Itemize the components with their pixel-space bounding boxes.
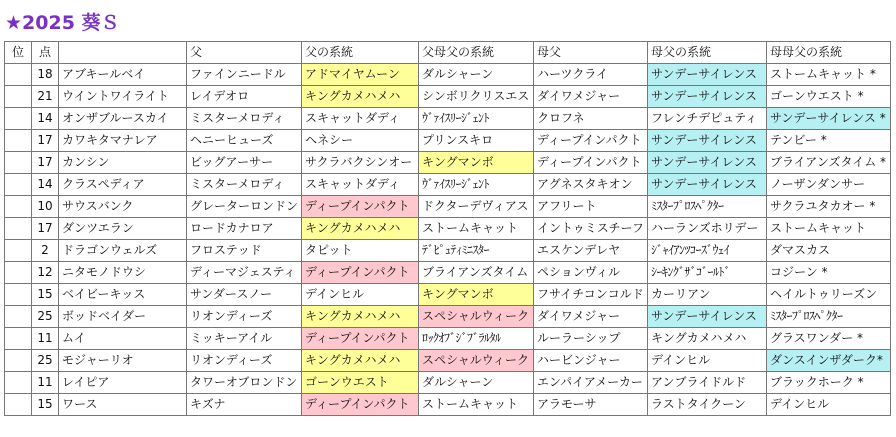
cell-dam-dam-sire-line: テンビー * [767, 130, 891, 152]
cell-bms-line: ハーランズホリデー [648, 218, 767, 240]
cell-horse-name: ワース [59, 394, 187, 416]
table-row [5, 262, 891, 284]
cell-bms: ディープインパクト [534, 152, 648, 174]
cell-sire-line: キングカメハメハ [302, 350, 419, 372]
cell-bms: アグネスタキオン [534, 174, 648, 196]
cell-pos [5, 130, 32, 152]
cell-sire-dam-sire-line: ｳﾞｧｲｽﾘｰｼﾞｪﾝﾄ [419, 174, 534, 196]
cell-points: 15 [32, 394, 59, 416]
cell-dam-dam-sire-line: ダマスカス [767, 240, 891, 262]
table-body [5, 64, 891, 416]
cell-bms: ハービンジャー [534, 350, 648, 372]
cell-horse-name: ベイビーキッス [59, 284, 187, 306]
cell-sire: ミスターメロディ [187, 108, 302, 130]
cell-dam-dam-sire-line: ブライアンズタイム * [767, 152, 891, 174]
cell-sire-dam-sire-line: ストームキャット [419, 394, 534, 416]
cell-bms: ペションヴィル [534, 262, 648, 284]
cell-sire: タワーオブロンドン [187, 372, 302, 394]
cell-sire: レイデオロ [187, 86, 302, 108]
cell-horse-name: モジャーリオ [59, 350, 187, 372]
cell-sire: ミスターメロディ [187, 174, 302, 196]
cell-dam-dam-sire-line: サクラユタカオー * [767, 196, 891, 218]
cell-sire-dam-sire-line: ダルシャーン [419, 372, 534, 394]
cell-sire: ロードカナロア [187, 218, 302, 240]
cell-bms-line: アンブライドルド [648, 372, 767, 394]
header-name [59, 42, 187, 64]
cell-bms: ディープインパクト [534, 130, 648, 152]
cell-dam-dam-sire-line: サンデーサイレンス * [767, 108, 891, 130]
cell-sire: ミッキーアイル [187, 328, 302, 350]
cell-points: 17 [32, 218, 59, 240]
cell-sire-dam-sire-line: スペシャルウィーク [419, 306, 534, 328]
cell-pos [5, 306, 32, 328]
table-row [5, 108, 891, 130]
cell-pos [5, 350, 32, 372]
cell-sire-dam-sire-line: ドクターデヴィアス [419, 196, 534, 218]
table-row [5, 284, 891, 306]
cell-dam-dam-sire-line: コジーン * [767, 262, 891, 284]
cell-sire-dam-sire-line: キングマンボ [419, 152, 534, 174]
cell-points: 11 [32, 372, 59, 394]
table-row [5, 196, 891, 218]
table-row [5, 218, 891, 240]
cell-sire: ディーマジェスティ [187, 262, 302, 284]
cell-sire: フロステッド [187, 240, 302, 262]
cell-points: 25 [32, 350, 59, 372]
table-row [5, 86, 891, 108]
cell-horse-name: ダンツエラン [59, 218, 187, 240]
cell-sire-line: ヘネシー [302, 130, 419, 152]
cell-points: 17 [32, 152, 59, 174]
cell-bms-line: ラストタイクーン [648, 394, 767, 416]
cell-sire: サンダースノー [187, 284, 302, 306]
cell-sire: グレーターロンドン [187, 196, 302, 218]
cell-bms-line: サンデーサイレンス [648, 174, 767, 196]
cell-sire-line: タピット [302, 240, 419, 262]
cell-bms-line: サンデーサイレンス [648, 64, 767, 86]
cell-pos [5, 262, 32, 284]
cell-dam-dam-sire-line: ﾐｽﾀｰﾌﾟﾛｽﾍﾟｸﾀｰ [767, 306, 891, 328]
cell-sire-dam-sire-line: シンボリクリスエス [419, 86, 534, 108]
cell-bms: ダイワメジャー [534, 306, 648, 328]
cell-points: 12 [32, 262, 59, 284]
cell-sire-line: ディープインパクト [302, 394, 419, 416]
cell-pos [5, 152, 32, 174]
cell-sire-dam-sire-line: プリンスキロ [419, 130, 534, 152]
cell-points: 21 [32, 86, 59, 108]
table-row [5, 372, 891, 394]
cell-sire-dam-sire-line: ﾃﾞﾋﾟｭﾃｨﾐﾆｽﾀｰ [419, 240, 534, 262]
cell-bms: ハーツクライ [534, 64, 648, 86]
cell-dam-dam-sire-line: ストームキャット [767, 218, 891, 240]
cell-bms-line: ｼｰｷﾝｸﾞｻﾞｺﾞｰﾙﾄﾞ [648, 262, 767, 284]
table-row [5, 174, 891, 196]
cell-bms: ルーラーシップ [534, 328, 648, 350]
header-dam-dam-sire-line: 母母父の系統 [767, 42, 891, 64]
cell-sire-dam-sire-line: ダルシャーン [419, 64, 534, 86]
cell-sire-line: キングカメハメハ [302, 218, 419, 240]
pedigree-table [4, 41, 891, 416]
table-row [5, 130, 891, 152]
cell-sire-dam-sire-line: ストームキャット [419, 218, 534, 240]
cell-sire-dam-sire-line: ﾛｯｸｵﾌﾞｼﾞﾌﾞﾗﾙﾀﾙ [419, 328, 534, 350]
table-row [5, 394, 891, 416]
cell-sire-dam-sire-line: キングマンボ [419, 284, 534, 306]
cell-points: 10 [32, 196, 59, 218]
cell-sire: キズナ [187, 394, 302, 416]
cell-sire: ヘニーヒューズ [187, 130, 302, 152]
cell-sire-dam-sire-line: スペシャルウィーク [419, 350, 534, 372]
cell-pos [5, 328, 32, 350]
header-sire: 父 [187, 42, 302, 64]
cell-pos [5, 218, 32, 240]
cell-sire-line: キングカメハメハ [302, 306, 419, 328]
cell-sire: リオンディーズ [187, 350, 302, 372]
header-sire-line: 父の系統 [302, 42, 419, 64]
cell-horse-name: ムイ [59, 328, 187, 350]
cell-dam-dam-sire-line: ノーザンダンサー [767, 174, 891, 196]
cell-bms-line: デインヒル [648, 350, 767, 372]
cell-bms-line: サンデーサイレンス [648, 86, 767, 108]
cell-bms-line: サンデーサイレンス [648, 130, 767, 152]
cell-pos [5, 372, 32, 394]
cell-bms: エンパイアメーカー [534, 372, 648, 394]
cell-horse-name: サウスバンク [59, 196, 187, 218]
cell-dam-dam-sire-line: デインヒル [767, 394, 891, 416]
cell-horse-name: レイピア [59, 372, 187, 394]
cell-horse-name: ウイントワイライト [59, 86, 187, 108]
cell-sire-line: ディープインパクト [302, 328, 419, 350]
cell-points: 25 [32, 306, 59, 328]
cell-dam-dam-sire-line: ブラックホーク * [767, 372, 891, 394]
cell-horse-name: ニタモノドウシ [59, 262, 187, 284]
cell-bms: ダイワメジャー [534, 86, 648, 108]
header-pos: 位 [5, 42, 32, 64]
cell-dam-dam-sire-line: ダンスインザダーク* [767, 350, 891, 372]
table-row [5, 152, 891, 174]
cell-bms-line: サンデーサイレンス [648, 152, 767, 174]
cell-horse-name: カンシン [59, 152, 187, 174]
header-sire-dam-sire-line: 父母父の系統 [419, 42, 534, 64]
cell-bms: フサイチコンコルド [534, 284, 648, 306]
cell-points: 11 [32, 328, 59, 350]
cell-sire-line: スキャットダディ [302, 108, 419, 130]
page-title: ★2025 葵Ｓ [5, 12, 120, 34]
cell-sire-line: ディープインパクト [302, 196, 419, 218]
cell-sire-line: キングカメハメハ [302, 86, 419, 108]
header-pt: 点 [32, 42, 59, 64]
header-bms: 母父 [534, 42, 648, 64]
cell-pos [5, 284, 32, 306]
cell-points: 14 [32, 174, 59, 196]
cell-bms-line: ｼﾞｬｲｱﾝﾂｺｰｽﾞｳｪｲ [648, 240, 767, 262]
cell-sire: ファインニードル [187, 64, 302, 86]
cell-horse-name: クラスペディア [59, 174, 187, 196]
cell-points: 17 [32, 130, 59, 152]
cell-points: 14 [32, 108, 59, 130]
header-bms-line: 母父の系統 [648, 42, 767, 64]
cell-pos [5, 174, 32, 196]
cell-bms: イントゥミスチーフ [534, 218, 648, 240]
cell-pos [5, 394, 32, 416]
cell-pos [5, 86, 32, 108]
cell-dam-dam-sire-line: ゴーンウエスト * [767, 86, 891, 108]
cell-dam-dam-sire-line: ストームキャット * [767, 64, 891, 86]
cell-pos [5, 240, 32, 262]
cell-bms: アフリート [534, 196, 648, 218]
cell-bms-line: キングカメハメハ [648, 328, 767, 350]
cell-points: 15 [32, 284, 59, 306]
cell-sire-line: デインヒル [302, 284, 419, 306]
table-row [5, 240, 891, 262]
table-row [5, 350, 891, 372]
cell-sire-dam-sire-line: ｳﾞｧｲｽﾘｰｼﾞｪﾝﾄ [419, 108, 534, 130]
cell-sire: リオンディーズ [187, 306, 302, 328]
cell-pos [5, 64, 32, 86]
cell-horse-name: アブキールベイ [59, 64, 187, 86]
cell-pos [5, 108, 32, 130]
cell-dam-dam-sire-line: ヘイルトゥリーズン [767, 284, 891, 306]
cell-bms-line: サンデーサイレンス [648, 306, 767, 328]
cell-sire-line: ゴーンウエスト [302, 372, 419, 394]
table-row [5, 328, 891, 350]
cell-dam-dam-sire-line: グラスワンダー * [767, 328, 891, 350]
cell-horse-name: カワキタマナレア [59, 130, 187, 152]
cell-points: 18 [32, 64, 59, 86]
cell-bms: クロフネ [534, 108, 648, 130]
cell-horse-name: オンザブルースカイ [59, 108, 187, 130]
cell-bms-line: カーリアン [648, 284, 767, 306]
cell-points: 2 [32, 240, 59, 262]
cell-sire-line: スキャットダディ [302, 174, 419, 196]
cell-bms-line: ﾐｽﾀｰﾌﾟﾛｽﾍﾟｸﾀｰ [648, 196, 767, 218]
cell-horse-name: ドラゴンウェルズ [59, 240, 187, 262]
cell-pos [5, 196, 32, 218]
cell-horse-name: ボッドベイダー [59, 306, 187, 328]
table-row [5, 306, 891, 328]
cell-sire-line: アドマイヤムーン [302, 64, 419, 86]
cell-sire-line: サクラバクシンオー [302, 152, 419, 174]
cell-sire-line: ディープインパクト [302, 262, 419, 284]
cell-bms: エスケンデレヤ [534, 240, 648, 262]
header-row [5, 42, 891, 64]
cell-bms-line: フレンチデピュティ [648, 108, 767, 130]
cell-sire-dam-sire-line: ブライアンズタイム [419, 262, 534, 284]
table-row [5, 64, 891, 86]
cell-sire: ビッグアーサー [187, 152, 302, 174]
cell-bms: アラモーサ [534, 394, 648, 416]
